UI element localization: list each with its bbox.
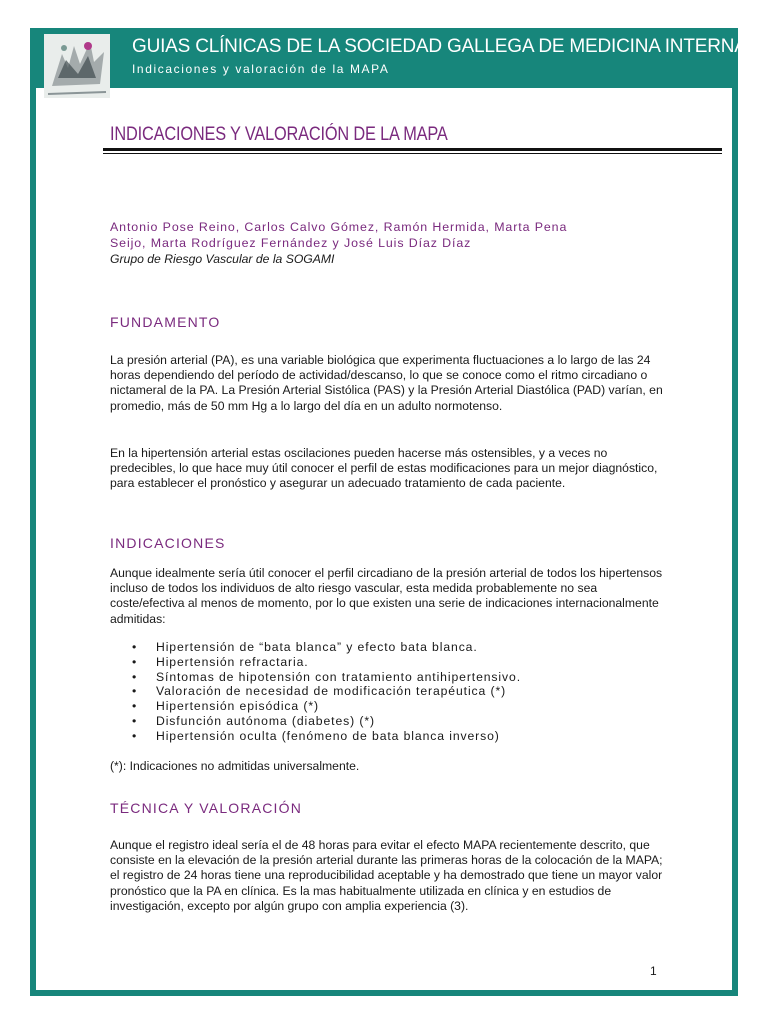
bullet-marker: •	[132, 699, 138, 714]
list-item: • Síntomas de hipotensión con tratamiento antihipertensivo.	[132, 669, 521, 684]
fundamento-paragraph-2: En la hipertensión arterial estas oscilaciones pueden hacerse más ostensibles, y a veces no predecibles, lo que hace muy útil conocer el perfil de estas modificaciones para un mejor diagnóstico, para establecer el pronóstico y asegurar un adecuado tratamiento de cada paciente.	[110, 446, 658, 491]
bullet-marker: •	[132, 728, 138, 743]
list-item: • Hipertensión episódica (*)	[132, 699, 319, 714]
indications-footnote: (*): Indicaciones no admitidas universalmente.	[110, 759, 360, 773]
heading-tecnica: TÉCNICA Y VALORACIÓN	[110, 800, 303, 816]
document-title: INDICACIONES Y VALORACIÓN DE LA MAPA	[110, 124, 448, 145]
header-title: GUIAS CLÍNICAS DE LA SOCIEDAD GALLEGA DE MEDICINA INTERNA	[132, 36, 747, 57]
header-subtitle: Indicaciones y valoración de la MAPA	[132, 62, 390, 76]
tecnica-paragraph-1: Aunque el registro ideal sería el de 48 horas para evitar el efecto MAPA recientemente descrito, que consiste en la elevación de la presión arterial durante las primeras horas de la colocación de la MAPA; el registro de 24 horas tiene una reproducibilidad aceptable y ha demostrado que tiene un mayor valor pronóstico que la PA en clínica. Es la mas habitualmente utilizada en clínica y en estudios de investigación, excepto por algún grupo con amplia experiencia (3).	[110, 838, 663, 913]
society-logo	[44, 34, 110, 98]
research-group: Grupo de Riesgo Vascular de la SOGAMI	[110, 252, 335, 266]
fundamento-paragraph-1: La presión arterial (PA), es una variable biológica que experimenta fluctuaciones a lo largo de las 24 horas dependiendo del período de actividad/descanso, lo que se conoce como el ritmo circadiano o nictameral de la PA. La Presión Arterial Sistólica (PAS) y la Presión Arterial Diastólica (PAD) varían, en promedio, más de 50 mm Hg a lo largo del día en un adulto normotenso.	[110, 353, 663, 413]
bullet-marker: •	[132, 684, 138, 699]
indicaciones-paragraph-1: Aunque idealmente sería útil conocer el perfil circadiano de la presión arterial de todos los hipertensos incluso de todos los individuos de alto riesgo vascular, esta medida probablemente no sea coste/efectiva al menos de momento, por lo que existen una serie de indicaciones internacionalmente admitidas:	[110, 566, 663, 626]
list-item: • Disfunción autónoma (diabetes) (*)	[132, 713, 375, 728]
list-item: • Hipertensión de “bata blanca” y efecto bata blanca.	[132, 640, 478, 654]
authors-line-2: Seijo, Marta Rodríguez Fernández y José Luis Díaz Díaz	[110, 236, 472, 250]
bullet-marker: •	[132, 654, 138, 669]
title-rule-thick	[103, 148, 722, 151]
heading-indicaciones: INDICACIONES	[110, 535, 226, 551]
authors	[110, 219, 670, 251]
bullet-marker: •	[132, 713, 138, 728]
list-item: • Hipertensión refractaria.	[132, 654, 309, 669]
bullet-marker: •	[132, 640, 138, 654]
title-rule-thin	[103, 153, 722, 154]
bullet-marker: •	[132, 669, 138, 684]
authors-line-1: Antonio Pose Reino, Carlos Calvo Gómez, Ramón Hermida, Marta Pena	[110, 220, 568, 234]
list-item: • Valoración de necesidad de modificación terapéutica (*)	[132, 684, 507, 699]
page-number: 1	[650, 964, 657, 978]
list-item: • Hipertensión oculta (fenómeno de bata blanca inverso)	[132, 728, 500, 743]
indications-list	[132, 640, 521, 744]
heading-fundamento: FUNDAMENTO	[110, 314, 221, 330]
